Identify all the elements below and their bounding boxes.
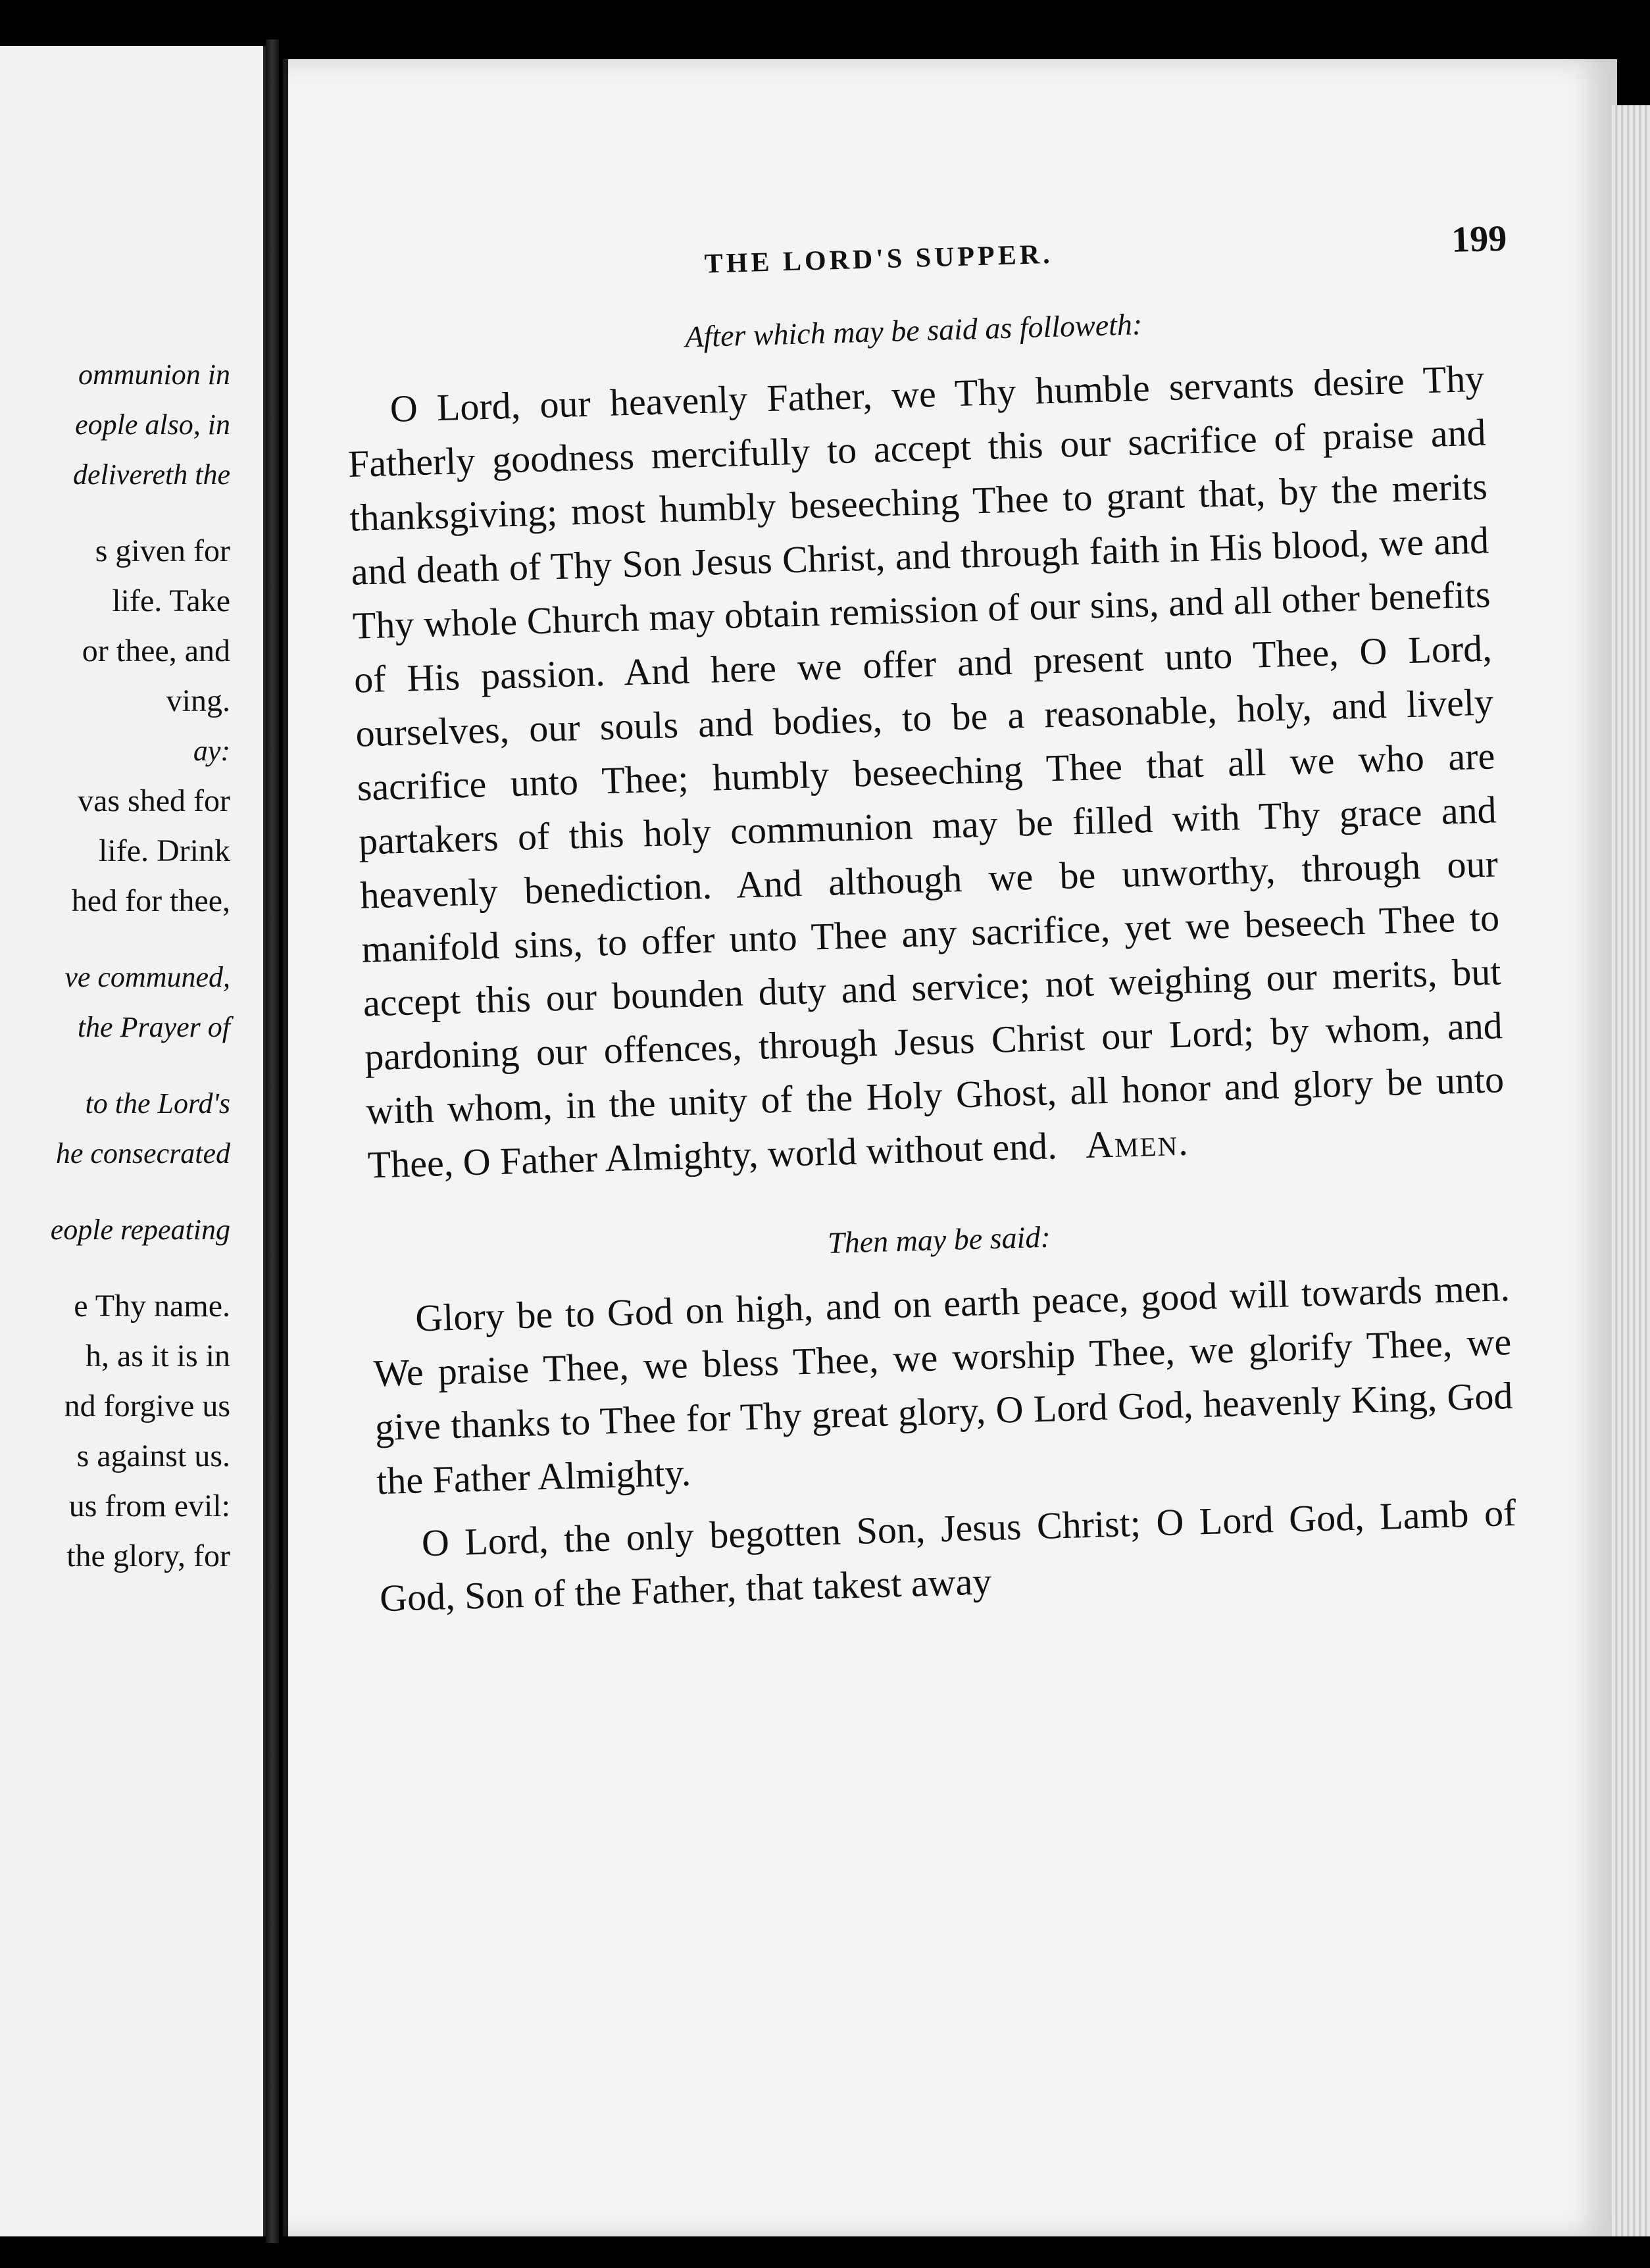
left-page-line: s against us. — [76, 1439, 230, 1473]
left-page-line: or thee, and — [82, 633, 230, 668]
left-page-line: s given for — [95, 533, 230, 568]
left-page-line: life. Take — [112, 583, 230, 618]
left-page-line: nd forgive us — [64, 1389, 230, 1423]
left-page-line: ay: — [193, 735, 230, 767]
current-page-text — [342, 218, 1518, 1625]
running-head-title: THE LORD'S SUPPER. — [704, 239, 1054, 280]
page-number: 199 — [1451, 218, 1508, 260]
left-page-line: hed for thee, — [71, 883, 230, 918]
left-page-line: ommunion in — [78, 358, 230, 391]
left-page-line: ve communed, — [64, 961, 230, 993]
page-edges — [1612, 105, 1650, 2236]
rubric-then-may-be-said: Then may be said: — [827, 1220, 1051, 1260]
left-page-line: he consecrated — [55, 1137, 230, 1170]
amen: Amen. — [1085, 1120, 1190, 1166]
left-page-line: h, as it is in — [85, 1339, 230, 1373]
left-page-line: the glory, for — [66, 1539, 230, 1573]
book-gutter — [266, 39, 279, 2243]
rubric-after-which: After which may be said as followeth: — [684, 307, 1143, 354]
left-page-line: life. Drink — [99, 833, 230, 868]
left-page-line: ving. — [166, 683, 230, 718]
left-page-line: delivereth the — [72, 458, 230, 491]
left-page-line: vas shed for — [78, 783, 230, 818]
left-page-line: eople repeating — [50, 1214, 230, 1246]
prayer-of-oblation — [346, 352, 1507, 1193]
left-page-line: us from evil: — [68, 1489, 230, 1523]
prayer-text: O Lord, our heavenly Father, we Thy humble servants desire Thy Fatherly goodness mercifully to accept this our sacrifice of praise and thanksgiving; most humbly beseeching Thee to grant that, by the merits and death of Thy Son Jesus Christ, and through faith in His blood, we and Thy whole Church may obtain remission of our sins, and all other benefits of His passion. And here we offer and present unto Thee, O Lord, ourselves, our souls and bodies, to be a reasonable, holy, and lively sacrifice unto Thee; humbly beseeching Thee that all we who are partakers of this holy communion may be filled with Thy grace and heavenly benediction. And although we be unworthy, through our manifold sins, to offer unto Thee any sacrifice, yet we beseech Thee to accept this our bounden duty and service; not weighing our merits, but pardoning our offences, through Jesus Christ our Lord; by whom, and with whom, in the unity of the Holy Ghost, all honor and glory be unto Thee, O Father Almighty, world without end. — [347, 357, 1505, 1187]
gloria-paragraph-1: Glory be to God on high, and on earth peace, good will towards men. We praise Thee, we bless Thee, we worship Thee, we glorify Thee, we give thanks to Thee for Thy great glory, O Lord God, heavenly King, God the Father Almighty. — [372, 1266, 1514, 1503]
gloria-paragraph-2: O Lord, the only begotten Son, Jesus Christ; O Lord God, Lamb of God, Son of the Father, that takest away — [379, 1491, 1517, 1620]
previous-page — [0, 46, 267, 2236]
left-page-line: the Prayer of — [77, 1011, 230, 1043]
left-page-line: e Thy name. — [74, 1289, 230, 1323]
left-page-line: to the Lord's — [85, 1087, 230, 1120]
left-page-line: eople also, in — [75, 408, 230, 441]
